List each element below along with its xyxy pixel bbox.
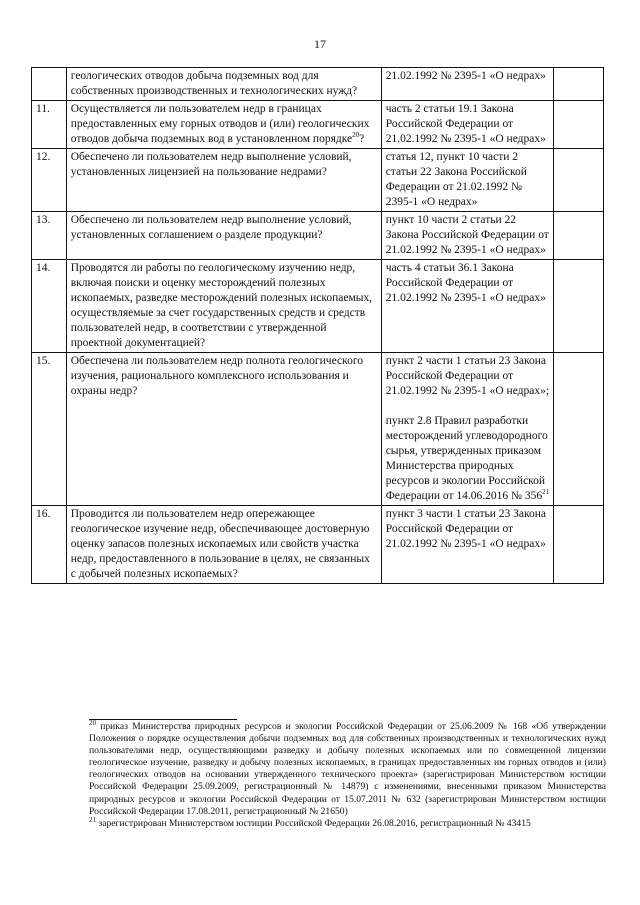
- legal-reference: [386, 507, 550, 552]
- question-text: Обеспечена ли пользователем недр полнота геологического изучения, рационального комплексного использования и охраны недр?: [70, 355, 363, 397]
- question-cell: [66, 353, 381, 506]
- question-cell: [66, 68, 381, 101]
- question-cell: [66, 260, 381, 353]
- legal-reference-text: пункт 10 части 2 статьи 22 Закона Российской Федерации от 21.02.1992 № 2395-1 «О недрах»: [385, 214, 549, 256]
- footnote-marker: 21: [89, 815, 96, 824]
- legal-reference-text: статья 12, пункт 10 части 2 статьи 22 Закона Российской Федерации от 21.02.1992 № 2395-1 «О недрах»: [385, 151, 527, 208]
- legal-reference-cell: [381, 353, 554, 506]
- answer-cell: [554, 212, 604, 260]
- question-text: Осуществляется ли пользователем недр в границах предоставленных ему горных отводов и (или) геологических отводов добыча подземных вод в установленном порядке: [70, 103, 370, 145]
- answer-cell: [554, 260, 604, 353]
- question-cell: [66, 149, 381, 212]
- footnote-ref: 21: [542, 488, 550, 497]
- footnote-marker: 20: [89, 718, 96, 727]
- row-number: [32, 68, 67, 101]
- legal-reference-text: пункт 2 части 1 статьи 23 Закона Российской Федерации от 21.02.1992 № 2395-1 «О недрах»;: [385, 355, 550, 397]
- footnote: [89, 718, 606, 818]
- legal-reference: [386, 150, 550, 210]
- legal-reference-text: пункт 3 части 1 статьи 23 Закона Российской Федерации от 21.02.1992 № 2395-1 «О недрах»: [385, 508, 547, 550]
- footnote: [89, 815, 606, 830]
- table-row: [32, 260, 604, 353]
- page-number: 17: [314, 37, 326, 51]
- checklist-rows: [32, 68, 604, 584]
- row-number: 16.: [32, 506, 67, 584]
- legal-reference: [386, 414, 550, 504]
- table-row: [32, 353, 604, 506]
- table-row: [32, 101, 604, 149]
- legal-reference-text: часть 2 статьи 19.1 Закона Российской Федерации от 21.02.1992 № 2395-1 «О недрах»: [385, 103, 546, 145]
- footnote-ref: 20: [352, 131, 360, 140]
- row-number: 12.: [32, 149, 67, 212]
- legal-reference-cell: [381, 68, 554, 101]
- question-tail: ?: [359, 133, 365, 145]
- legal-reference: [386, 354, 550, 399]
- footnote-text: зарегистрирован Министерством юстиции Российской Федерации 26.08.2016, регистрационный № 43415: [96, 817, 531, 829]
- answer-cell: [554, 101, 604, 149]
- question-text: Обеспечено ли пользователем недр выполнение условий, установленных соглашением о разделе продукции?: [70, 214, 352, 241]
- row-number: 11.: [32, 101, 67, 149]
- legal-reference-text: часть 4 статьи 36.1 Закона Российской Федерации от 21.02.1992 № 2395-1 «О недрах»: [385, 262, 546, 304]
- reference-spacer: [386, 399, 550, 414]
- checklist-table: [31, 67, 604, 584]
- legal-reference-cell: [381, 149, 554, 212]
- answer-cell: [554, 353, 604, 506]
- footnote-divider: [89, 719, 237, 720]
- legal-reference-text: 21.02.1992 № 2395-1 «О недрах»: [385, 70, 546, 82]
- answer-cell: [554, 68, 604, 101]
- table-row: [32, 68, 604, 101]
- table-row: [32, 149, 604, 212]
- legal-reference-cell: [381, 101, 554, 149]
- legal-reference: [386, 102, 550, 147]
- table-row: [32, 506, 604, 584]
- legal-reference-cell: [381, 260, 554, 353]
- question-cell: [66, 101, 381, 149]
- legal-reference: [386, 69, 550, 84]
- question-cell: [66, 212, 381, 260]
- legal-reference-cell: [381, 212, 554, 260]
- question-text: Проводится ли пользователем недр опережающее геологическое изучение недр, обеспечивающее достоверную оценку запасов полезных ископаемых или свойств участка недр, предоставленного в пользование в целях, не связанных с добычей полезных ископаемых?: [70, 508, 370, 580]
- answer-cell: [554, 149, 604, 212]
- question-text: Проводятся ли работы по геологическому изучению недр, включая поиски и оценку месторождений полезных ископаемых, разведке месторождений полезных ископаемых, осуществляемые за счет государственных средств и средств пользователей недр, в соответствии с утвержденной проектной документацией?: [70, 262, 373, 349]
- question-text: геологических отводов добыча подземных вод для собственных производственных и технологических нужд?: [70, 70, 358, 97]
- question-cell: [66, 506, 381, 584]
- row-number: 14.: [32, 260, 67, 353]
- legal-reference: [386, 213, 550, 258]
- row-number: 13.: [32, 212, 67, 260]
- question-text: Обеспечено ли пользователем недр выполнение условий, установленных лицензией на пользование недрами?: [70, 151, 352, 178]
- footnotes: [89, 718, 606, 830]
- table-row: [32, 212, 604, 260]
- legal-reference-text: пункт 2.8 Правил разработки месторождений углеводородного сырья, утвержденных приказом Министерства природных ресурсов и экологии Российской Федерации от 14.06.2016 № 356: [385, 415, 548, 502]
- legal-reference-cell: [381, 506, 554, 584]
- row-number: 15.: [32, 353, 67, 506]
- answer-cell: [554, 506, 604, 584]
- footnote-text: приказ Министерства природных ресурсов и экологии Российской Федерации от 25.06.2009 № 168 «Об утверждении Положения о порядке осуществления добычи подземных вод для собственных производственных и технологических нужд пользователями недр, осуществляющими разведку и добычу полезных ископаемых или по совмещенной лицензии геологическое изучение, разведку и добычу полезных ископаемых, в границах предоставленных им горных отводов и (или) геологических отводов на основании утвержденного технического проекта» (зарегистрирован Министерством юстиции Российской Федерации 25.09.2009, регистрационный № 14879) с изменениями, внесенными приказом Министерства природных ресурсов и экологии Российской Федерации от 15.07.2011 № 632 (зарегистрирован Министерством юстиции Российской Федерации 17.08.2011, регистрационный № 21650): [89, 721, 606, 817]
- legal-reference: [386, 261, 550, 306]
